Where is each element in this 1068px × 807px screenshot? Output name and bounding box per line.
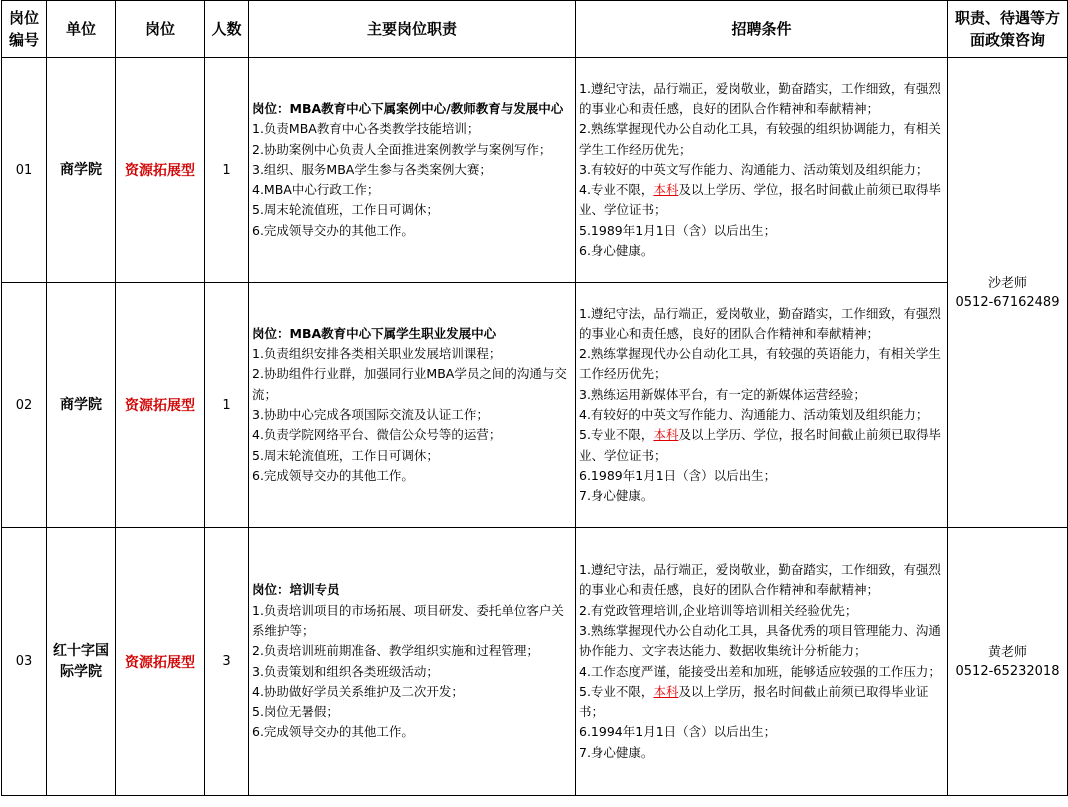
header-duties: 主要岗位职责 <box>249 1 576 58</box>
duty-item: 2.协助案例中心负责人全面推进案例教学与案例写作； <box>252 141 552 157</box>
duties-cell <box>249 283 576 528</box>
edu-prefix: 5.专业不限， <box>579 427 654 443</box>
duty-item: 3.负责策划和组织各类班级活动； <box>252 663 439 679</box>
contact-cell <box>948 58 1068 528</box>
post-number: 03 <box>2 528 47 796</box>
duty-item: 4.负责学院网络平台、微信公众号等的运营； <box>252 427 502 443</box>
requirement-education <box>579 682 944 723</box>
header-consult: 职责、待遇等方面政策咨询 <box>948 1 1068 58</box>
requirement-education <box>579 180 944 221</box>
requirement-item: 1.遵纪守法，品行端正，爱岗敬业，勤奋踏实，工作细致，有强烈的事业心和责任感，良好的团队合作精神和奉献精神； <box>579 80 941 116</box>
edu-highlight: 本科 <box>653 683 679 699</box>
duty-title: 岗位：MBA教育中心下属学生职业发展中心 <box>252 325 497 341</box>
duty-title: 岗位：MBA教育中心下属案例中心/教师教育与发展中心 <box>252 100 564 116</box>
requirement-item: 1.遵纪守法，品行端正，爱岗敬业，勤奋踏实，工作细致，有强烈的事业心和责任感，良好的团队合作精神和奉献精神； <box>579 562 941 598</box>
duties-cell <box>249 58 576 283</box>
contact-name: 黄老师 <box>987 644 1027 660</box>
requirement-item: 3.熟练运用新媒体平台，有一定的新媒体运营经验； <box>579 386 866 402</box>
duty-item: 1.负责MBA教育中心各类教学技能培训； <box>252 121 480 137</box>
edu-prefix: 5.专业不限， <box>579 683 654 699</box>
requirement-item: 6.1989年1月1日（含）以后出生； <box>579 467 777 483</box>
requirement-item: 2.有党政管理培训,企业培训等培训相关经验优先； <box>579 602 858 618</box>
duty-item: 5.周末轮流值班，工作日可调休； <box>252 447 439 463</box>
contact-phone: 0512-65232018 <box>955 663 1060 679</box>
edu-highlight: 本科 <box>653 182 679 198</box>
header-row <box>2 1 1068 58</box>
requirement-item: 3.有较好的中英文写作能力、沟通能力、活动策划及组织能力； <box>579 161 929 177</box>
requirement-education <box>579 425 944 466</box>
post-type: 资源拓展型 <box>116 58 205 283</box>
requirement-item: 7.身心健康。 <box>579 744 654 760</box>
post-type: 资源拓展型 <box>116 528 205 796</box>
duty-item: 6.完成领导交办的其他工作。 <box>252 222 414 238</box>
requirement-item: 4.有较好的中英文写作能力、沟通能力、活动策划及组织能力； <box>579 407 929 422</box>
edu-prefix: 4.专业不限， <box>579 182 654 198</box>
duty-item: 5.周末轮流值班，工作日可调休； <box>252 202 439 218</box>
requirement-item: 2.熟练掌握现代办公自动化工具，有较强的组织协调能力，有相关学生工作经历优先； <box>579 121 941 157</box>
headcount: 1 <box>205 58 249 283</box>
headcount: 3 <box>205 528 249 796</box>
unit-name: 商学院 <box>47 58 116 283</box>
requirement-item: 7.身心健康。 <box>579 488 654 504</box>
duty-item: 3.组织、服务MBA学生参与各类案例大赛； <box>252 161 492 177</box>
contact-name: 沙老师 <box>987 275 1027 291</box>
contact-cell <box>948 528 1068 796</box>
edu-suffix: 及以上学历、学位，报名时间截止前须已取得毕业、学位证书； <box>579 182 941 218</box>
duty-item: 6.完成领导交办的其他工作。 <box>252 724 414 740</box>
requirement-item: 3.熟练掌握现代办公自动化工具，具备优秀的项目管理能力、沟通协作能力、文字表达能力、数据收集统计分析能力； <box>579 622 941 659</box>
post-type: 资源拓展型 <box>116 283 205 528</box>
header-post: 岗位 <box>116 1 205 58</box>
duty-item: 2.负责培训班前期准备、教学组织实施和过程管理； <box>252 643 539 659</box>
requirements-cell <box>576 283 948 528</box>
duty-item: 3.协助中心完成各项国际交流及认证工作； <box>252 407 489 422</box>
post-number: 02 <box>2 283 47 528</box>
header-count: 人数 <box>205 1 249 58</box>
requirement-item: 4.工作态度严谨，能接受出差和加班，能够适应较强的工作压力； <box>579 663 941 679</box>
requirement-item: 5.1989年1月1日（含）以后出生； <box>579 222 777 238</box>
table-row <box>2 283 1068 528</box>
duties-cell <box>249 528 576 796</box>
duty-item: 1.负责培训项目的市场拓展、项目研发、委托单位客户关系维护等； <box>252 602 564 638</box>
duty-item: 4.协助做好学员关系维护及二次开发； <box>252 683 464 699</box>
duty-item: 2.协助组件行业群，加强同行业MBA学员之间的沟通与交流； <box>252 366 567 402</box>
edu-suffix: 及以上学历，报名时间截止前须已取得毕业证书； <box>579 683 929 720</box>
edu-suffix: 及以上学历、学位，报名时间截止前须已取得毕业、学位证书； <box>579 427 941 463</box>
header-unit: 单位 <box>47 1 116 58</box>
post-number: 01 <box>2 58 47 283</box>
edu-highlight: 本科 <box>653 427 679 443</box>
requirements-cell <box>576 58 948 283</box>
duty-item: 5.岗位无暑假； <box>252 704 339 720</box>
requirement-item: 6.1994年1月1日（含）以后出生； <box>579 724 777 740</box>
requirements-cell <box>576 528 948 796</box>
headcount: 1 <box>205 283 249 528</box>
header-requirements: 招聘条件 <box>576 1 948 58</box>
table-row <box>2 58 1068 283</box>
duty-item: 6.完成领导交办的其他工作。 <box>252 467 414 483</box>
unit-name: 商学院 <box>47 283 116 528</box>
duty-item: 4.MBA中心行政工作； <box>252 182 380 198</box>
contact-phone: 0512-67162489 <box>955 294 1060 310</box>
recruitment-table <box>1 0 1068 796</box>
duty-title: 岗位：培训专员 <box>252 582 340 598</box>
duty-item: 1.负责组织安排各类相关职业发展培训课程； <box>252 346 502 362</box>
requirement-item: 1.遵纪守法，品行端正，爱岗敬业，勤奋踏实，工作细致，有强烈的事业心和责任感，良好的团队合作精神和奉献精神； <box>579 305 941 341</box>
table-row <box>2 528 1068 796</box>
requirement-item: 2.熟练掌握现代办公自动化工具，有较强的英语能力，有相关学生工作经历优先； <box>579 346 941 382</box>
unit-name: 红十字国际学院 <box>47 528 116 796</box>
requirement-item: 6.身心健康。 <box>579 243 654 259</box>
header-post-no: 岗位编号 <box>2 1 47 58</box>
